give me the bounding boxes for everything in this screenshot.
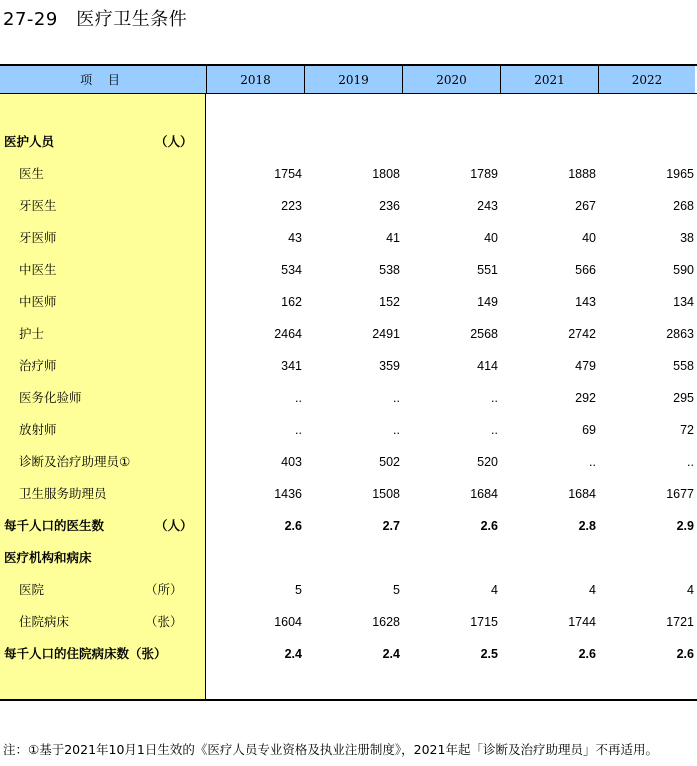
row-label: 卫生服务助理员 <box>19 486 107 501</box>
table-cell-2020: 4 <box>491 583 498 597</box>
table-cell-2018: 1754 <box>274 167 302 181</box>
table-cell-2022: 4 <box>687 583 694 597</box>
table-cell-2018: 534 <box>281 263 302 277</box>
table-cell-2022: 38 <box>680 231 694 245</box>
table-row <box>0 510 697 542</box>
table-cell-2021: 40 <box>582 231 596 245</box>
header-item-label: 项 目 <box>0 66 207 93</box>
table-cell-2022: 590 <box>673 263 694 277</box>
table-cell-2019: 502 <box>379 455 400 469</box>
footnote: 注：①基于2021年10月1日生效的《医疗人员专业资格及执业注册制度》，2021年起「诊断及治疗助理员」不再适用。 <box>3 742 658 757</box>
row-unit: （人） <box>155 518 193 533</box>
table-cell-2022: 1965 <box>666 167 694 181</box>
table-cell-2018: .. <box>295 391 302 405</box>
table-bottom-rule <box>0 699 697 701</box>
row-label: 每千人口的医生数 <box>4 518 105 533</box>
table-cell-2019: 2.7 <box>382 519 400 533</box>
table-row <box>0 542 697 574</box>
table-cell-2020: 243 <box>477 199 498 213</box>
table-cell-2018: 223 <box>281 199 302 213</box>
row-label: 医护人员 <box>4 134 55 149</box>
table-cell-2018: 2464 <box>274 327 302 341</box>
table-cell-2022: 2.6 <box>676 647 694 661</box>
table-row <box>0 254 697 286</box>
row-label: 医务化验师 <box>19 390 82 405</box>
table-row <box>0 446 697 478</box>
table-cell-2018: 341 <box>281 359 302 373</box>
table-cell-2021: 69 <box>582 423 596 437</box>
table-cell-2020: 1715 <box>470 615 498 629</box>
row-unit: （张） <box>145 614 183 629</box>
table-cell-2021: 4 <box>589 583 596 597</box>
table-cell-2018: 403 <box>281 455 302 469</box>
table-cell-2018: 5 <box>295 583 302 597</box>
row-label: 医生 <box>19 166 45 181</box>
table-row <box>0 414 697 446</box>
table-cell-2022: 1721 <box>666 615 694 629</box>
table-cell-2019: 1808 <box>372 167 400 181</box>
table-cell-2022: 558 <box>673 359 694 373</box>
table-cell-2019: 2.4 <box>382 647 400 661</box>
table-row <box>0 126 697 158</box>
row-label: 中医师 <box>19 294 57 309</box>
table-row <box>0 222 697 254</box>
table-cell-2022: 268 <box>673 199 694 213</box>
table-cell-2021: 292 <box>575 391 596 405</box>
table-cell-2018: .. <box>295 423 302 437</box>
table-cell-2020: 2.6 <box>480 519 498 533</box>
table-row <box>0 190 697 222</box>
table-cell-2020: .. <box>491 391 498 405</box>
table-cell-2018: 162 <box>281 295 302 309</box>
table-cell-2019: 5 <box>393 583 400 597</box>
table-cell-2018: 2.4 <box>284 647 302 661</box>
table-cell-2020: 2568 <box>470 327 498 341</box>
table-cell-2019: 2491 <box>372 327 400 341</box>
table-cell-2020: 551 <box>477 263 498 277</box>
table-cell-2020: 414 <box>477 359 498 373</box>
table-cell-2019: 359 <box>379 359 400 373</box>
row-label: 中医生 <box>19 262 57 277</box>
table-row <box>0 286 697 318</box>
row-label: 住院病床 <box>19 614 70 629</box>
row-label: 诊断及治疗助理员① <box>19 454 131 469</box>
table-cell-2018: 1604 <box>274 615 302 629</box>
table-cell-2021: .. <box>589 455 596 469</box>
table-row <box>0 350 697 382</box>
row-label: 牙医生 <box>19 198 57 213</box>
table-cell-2019: 236 <box>379 199 400 213</box>
table-cell-2022: 1677 <box>666 487 694 501</box>
table-cell-2022: 2863 <box>666 327 694 341</box>
table-row <box>0 158 697 190</box>
table-row <box>0 478 697 510</box>
table-cell-2020: .. <box>491 423 498 437</box>
table-cell-2022: 72 <box>680 423 694 437</box>
header-year-2021: 2021 <box>501 66 599 93</box>
row-label: 医院 <box>19 582 45 597</box>
header-year-2020: 2020 <box>403 66 501 93</box>
table-cell-2022: 134 <box>673 295 694 309</box>
row-label: 每千人口的住院病床数（张） <box>4 646 167 661</box>
data-table <box>0 64 697 702</box>
table-cell-2018: 1436 <box>274 487 302 501</box>
table-cell-2019: 1628 <box>372 615 400 629</box>
table-cell-2019: 41 <box>386 231 400 245</box>
table-row <box>0 574 697 606</box>
table-cell-2019: .. <box>393 423 400 437</box>
table-cell-2020: 40 <box>484 231 498 245</box>
table-cell-2019: 152 <box>379 295 400 309</box>
row-unit: （人） <box>155 134 193 149</box>
table-cell-2020: 1789 <box>470 167 498 181</box>
header-year-2018: 2018 <box>207 66 305 93</box>
table-body <box>0 126 697 670</box>
row-label: 护士 <box>19 326 45 341</box>
table-cell-2020: 1684 <box>470 487 498 501</box>
table-cell-2020: 149 <box>477 295 498 309</box>
row-label: 牙医师 <box>19 230 57 245</box>
table-cell-2018: 43 <box>288 231 302 245</box>
page-title: 27-29 医疗卫生条件 <box>3 9 188 30</box>
table-cell-2021: 143 <box>575 295 596 309</box>
table-row <box>0 382 697 414</box>
table-cell-2021: 2.6 <box>578 647 596 661</box>
table-cell-2020: 2.5 <box>480 647 498 661</box>
table-cell-2021: 267 <box>575 199 596 213</box>
table-cell-2021: 1888 <box>568 167 596 181</box>
table-cell-2020: 520 <box>477 455 498 469</box>
table-cell-2021: 2.8 <box>578 519 596 533</box>
row-unit: （所） <box>145 582 183 597</box>
table-cell-2019: 538 <box>379 263 400 277</box>
table-cell-2021: 2742 <box>568 327 596 341</box>
row-label: 医疗机构和病床 <box>4 550 92 565</box>
row-label: 治疗师 <box>19 358 57 373</box>
header-year-2022: 2022 <box>599 66 695 93</box>
table-cell-2021: 1744 <box>568 615 596 629</box>
table-cell-2021: 566 <box>575 263 596 277</box>
table-cell-2022: 2.9 <box>676 519 694 533</box>
row-label: 放射师 <box>19 422 57 437</box>
table-cell-2021: 479 <box>575 359 596 373</box>
table-cell-2019: .. <box>393 391 400 405</box>
table-row <box>0 318 697 350</box>
table-row <box>0 606 697 638</box>
table-cell-2018: 2.6 <box>284 519 302 533</box>
table-row <box>0 638 697 670</box>
table-cell-2022: .. <box>687 455 694 469</box>
table-header-row <box>0 66 697 94</box>
header-year-2019: 2019 <box>305 66 403 93</box>
table-cell-2019: 1508 <box>372 487 400 501</box>
table-cell-2022: 295 <box>673 391 694 405</box>
table-cell-2021: 1684 <box>568 487 596 501</box>
